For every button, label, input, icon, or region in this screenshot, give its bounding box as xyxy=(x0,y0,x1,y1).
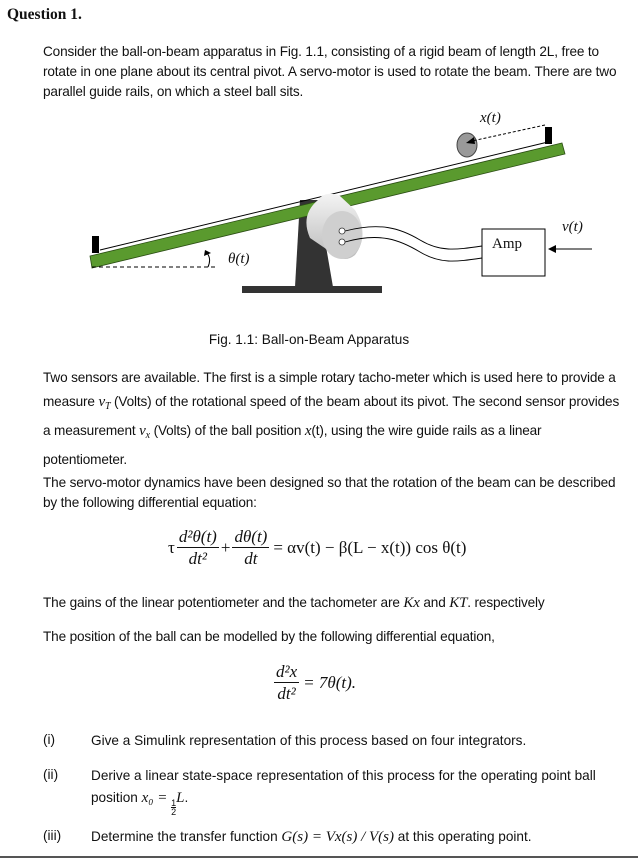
transfer-function: G(s) = Vx(s) / V(s) xyxy=(281,829,394,845)
figure-caption: Fig. 1.1: Ball-on-Beam Apparatus xyxy=(208,332,410,347)
one-half: $\frac{1}{2}$ xyxy=(171,798,177,817)
sensors-paragraph xyxy=(43,366,623,472)
sensors-text-3: (Volts) of the ball position xyxy=(149,423,305,438)
item-1-text: Give a Simulink representation of this process based on four integrators. xyxy=(91,733,527,748)
KT-symbol: KT xyxy=(449,595,468,611)
intro-paragraph: Consider the ball-on-beam apparatus in Fig. 1.1, consisting of a rigid beam of length 2L, free to rotate in one plane about its central pivot. A servo-motor is used to rotate the beam. There are two parallel guide rails, on which a steel ball sits. xyxy=(43,44,617,99)
x0-symbol: x₀ = xyxy=(141,790,172,806)
theta-label: θ(t) xyxy=(228,251,250,267)
servo-paragraph: The servo-motor dynamics have been designed so that the rotation of the beam can be described by the following differential equation: xyxy=(43,475,616,510)
question-title: Question 1. xyxy=(7,6,82,23)
fraction-3: $\frac{\text{d²x}}{\text{dt²}}$ xyxy=(276,662,298,703)
ball-on-beam-figure xyxy=(0,100,638,300)
plus-symbol: + xyxy=(220,537,231,557)
item-3-number: (iii) xyxy=(43,828,62,843)
servo-equation xyxy=(168,527,466,568)
tau-symbol: τ xyxy=(168,537,175,557)
sensors-text-1: Two sensors are available. The first is a simple rotary tacho-meter which is used here to provide a measure xyxy=(43,370,616,409)
servo-rhs: = αv(t) − β(L − x(t)) cos θ(t) xyxy=(273,537,467,557)
ball-paragraph: The position of the ball can be modelled by the following differential equation, xyxy=(43,629,495,644)
fraction-2: $\frac{d\theta(t)}{dt}$ xyxy=(234,527,268,568)
sensors-text-2: (Volts) of the rotational speed of the beam about its pivot. The second sensor provides a measurement xyxy=(43,394,620,438)
ball-rhs: = 7θ(t). xyxy=(303,672,357,692)
arrow-icon xyxy=(548,245,556,253)
amp-label: Amp xyxy=(492,236,522,252)
v-label: v(t) xyxy=(562,219,583,235)
ball-equation xyxy=(272,662,356,703)
item-2-text: Derive a linear state-space representation of this process for the operating point ball position x₀ = $\frac{1}{2}$ L. xyxy=(91,768,596,817)
x-label: x(t) xyxy=(480,110,501,126)
fraction-1: $\frac{\text{d²θ(t)}}{\text{dt²}}$ xyxy=(178,527,217,568)
vx-symbol: $v_x$ xyxy=(139,423,150,441)
gains-paragraph: The gains of the linear potentiometer and the tachometer are Kx and KT. respectively xyxy=(43,595,545,611)
ball-icon xyxy=(457,133,477,157)
item-2-number: (ii) xyxy=(43,767,59,782)
x-symbol: x xyxy=(304,423,312,439)
Kx-symbol: Kx xyxy=(403,595,420,611)
base-icon xyxy=(242,286,382,293)
item-1-number: (i) xyxy=(43,732,56,747)
vT-symbol: $v_T$ xyxy=(98,394,111,412)
item-3-text: Determine the transfer function G(s) = Vx(s) / V(s) at this operating point. xyxy=(91,829,532,845)
sensors-text-4: (t), using the wire guide rails as a linear potentiometer. xyxy=(43,423,542,467)
